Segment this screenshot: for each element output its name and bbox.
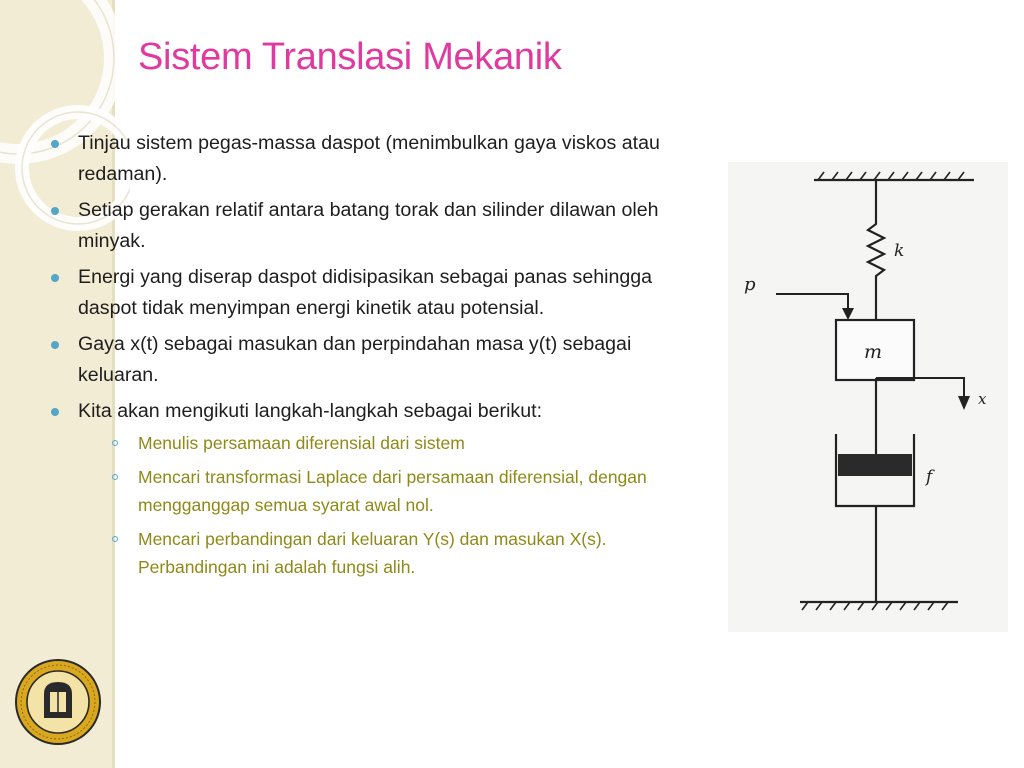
bullet-text: Energi yang diserap daspot didisipasikan sebagai panas sehingga daspot tidak menyimpan energi kinetik atau potensial.: [78, 266, 653, 319]
sub-bullet-item: [108, 463, 708, 519]
bullet-item: [48, 128, 708, 190]
displacement-label: x: [978, 390, 987, 408]
sub-bullet-text: Menulis persamaan diferensial dari sistem: [138, 433, 465, 453]
bullet-item: [48, 329, 708, 391]
sub-bullet-item: [108, 525, 708, 581]
sub-bullet-text: Mencari transformasi Laplace dari persamaan diferensial, dengan mengganggap semua syarat awal nol.: [138, 467, 647, 515]
slide-title: Sistem Translasi Mekanik: [138, 36, 562, 78]
institution-logo: [14, 658, 102, 746]
bullet-text: Setiap gerakan relatif antara batang torak dan silinder dilawan oleh minyak.: [78, 199, 659, 252]
sub-bullet-ring-icon: [112, 536, 118, 542]
bullet-text: Gaya x(t) sebagai masukan dan perpindahan masa y(t) sebagai keluaran.: [78, 333, 632, 386]
bullet-dot-icon: [51, 341, 59, 349]
sub-bullet-text: Mencari perbandingan dari keluaran Y(s) dan masukan X(s). Perbandingan ini adalah fungsi alih.: [138, 529, 607, 577]
damper-label: f: [926, 467, 933, 487]
bullet-dot-icon: [51, 274, 59, 282]
bullet-dot-icon: [51, 408, 59, 416]
bullet-dot-icon: [51, 140, 59, 148]
bullet-text: Tinjau sistem pegas-massa daspot (menimbulkan gaya viskos atau redaman).: [78, 132, 660, 185]
bullet-item: [48, 396, 708, 581]
bullet-dot-icon: [51, 207, 59, 215]
slide-content: [48, 128, 708, 587]
bullet-text: Kita akan mengikuti langkah-langkah sebagai berikut:: [78, 400, 543, 422]
mass-spring-damper-diagram: [728, 162, 1008, 632]
bullet-item: [48, 195, 708, 257]
damper-piston: [838, 454, 912, 476]
bullet-list: [48, 128, 708, 581]
mass-label: m: [864, 341, 883, 363]
force-label: p: [744, 274, 756, 295]
bullet-item: [48, 262, 708, 324]
sub-bullet-list: [78, 429, 708, 581]
sub-bullet-ring-icon: [112, 474, 118, 480]
sub-bullet-item: [108, 429, 708, 457]
spring-label: k: [894, 241, 905, 261]
sub-bullet-ring-icon: [112, 440, 118, 446]
